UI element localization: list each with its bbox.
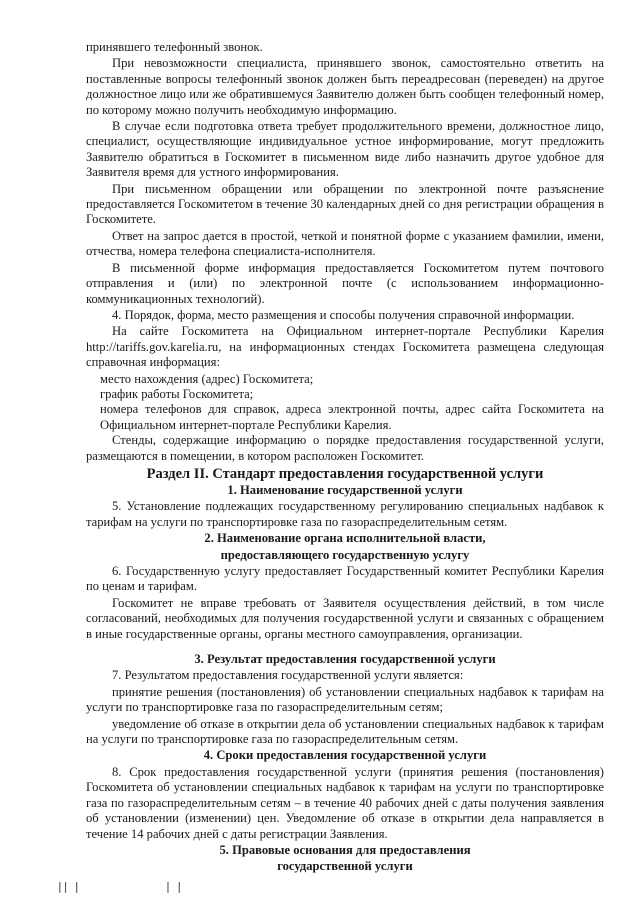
subsection-heading: 1. Наименование государственной услуги: [227, 482, 463, 497]
paragraph: Ответ на запрос дается в простой, четкой и понятной форме с указанием фамилии, имени, отчества, номера телефона специалиста-исполнителя.: [86, 228, 604, 259]
scan-mark: || |: [58, 880, 81, 893]
paragraph: 5. Установление подлежащих государственному регулированию специальных надбавок к тарифам на услуги по транспортировке газа по газораспределительным сетям.: [86, 499, 604, 529]
paragraph: 8. Срок предоставления государственной услуги (принятия решения (постановления) Госкомитета об установлении специальных надбавок к тарифам на услуги по транспортировке газа по газораспределительным сетям – в течение 40 рабочих дней с даты получения заявления об установлении (изменении) цен. Уведомление об отказе в открытии дела направляется в течение 14 рабочих дней с даты регистрации Заявления.: [86, 764, 604, 841]
paragraph: 7. Результатом предоставления государственной услуги является:: [112, 668, 464, 683]
subsection-heading: 5. Правовые основания для предоставления: [219, 842, 471, 857]
subsection-heading: предоставляющего государственную услугу: [220, 547, 470, 562]
scan-mark: | |: [166, 880, 184, 893]
subsection-heading: 3. Результат предоставления государственной услуги: [194, 652, 496, 667]
paragraph: 6. Государственную услугу предоставляет Государственный комитет Республики Карелия по ценам и тарифам.: [86, 564, 604, 594]
paragraph: В письменной форме информация предоставляется Госкомитетом путем почтового отправления и (или) по электронной почте (с использованием информационно-коммуникационных технологий).: [86, 260, 604, 306]
paragraph: принявшего телефонный звонок.: [86, 40, 263, 54]
subsection-heading: 2. Наименование органа исполнительной власти,: [204, 531, 486, 546]
document-page: [86, 40, 604, 876]
subsection-heading: государственной услуги: [277, 859, 413, 874]
paragraph: На сайте Госкомитета на Официальном интернет-портале Республики Карелия http://tariffs.gov.karelia.ru, на информационных стендах Госкомитета размещена следующая справочная информация:: [86, 324, 604, 370]
paragraph: Госкомитет не вправе требовать от Заявителя осуществления действий, в том числе согласований, необходимых для получения государственной услуги и связанных с обращением в иные государственные органы, органы местного самоуправления, организации.: [86, 595, 604, 641]
subsection-heading: 4. Сроки предоставления государственной услуги: [203, 748, 487, 763]
paragraph: При письменном обращении или обращении по электронной почте разъяснение предоставляется Госкомитетом в течение 30 календарных дней со дня регистрации обращения в Госкомитете.: [86, 181, 604, 227]
section-heading: Раздел II. Стандарт предоставления государственной услуги: [146, 465, 544, 482]
list-item: график работы Госкомитета;: [100, 386, 254, 401]
paragraph: Стенды, содержащие информацию о порядке предоставления государственной услуги, размещаются в помещении, в котором расположен Госкомитет.: [86, 433, 604, 463]
paragraph: При невозможности специалиста, принявшего звонок, самостоятельно ответить на поставленные вопросы телефонный звонок должен быть переадресован (переведен) на другое должностное лицо или же обратившемуся Заявителю должен быть сообщен телефонный номер, по которому можно получить необходимую информацию.: [86, 56, 604, 117]
list-item: место нахождения (адрес) Госкомитета;: [100, 371, 314, 386]
paragraph: 4. Порядок, форма, место размещения и способы получения справочной информации.: [112, 307, 575, 322]
paragraph: В случае если подготовка ответа требует продолжительного времени, должностное лицо, специалист, осуществляющие индивидуальное устное информирование, могут предложить Заявителю обратиться в Госкомитет в письменном виде либо назначить другое удобное для Заявителя время для устного информирования.: [86, 119, 604, 180]
paragraph: уведомление об отказе в открытии дела об установлении специальных надбавок к тарифам на услуги по транспортировке газа по газораспределительным сетям.: [86, 716, 604, 747]
list-item: номера телефонов для справок, адреса электронной почты, адрес сайта Госкомитета на Официальном интернет-портале Республики Карелия.: [100, 402, 604, 432]
paragraph: принятие решения (постановления) об установлении специальных надбавок к тарифам на услуги по транспортировке газа по газораспределительным сетям;: [86, 684, 604, 715]
scan-marks: [58, 880, 263, 893]
